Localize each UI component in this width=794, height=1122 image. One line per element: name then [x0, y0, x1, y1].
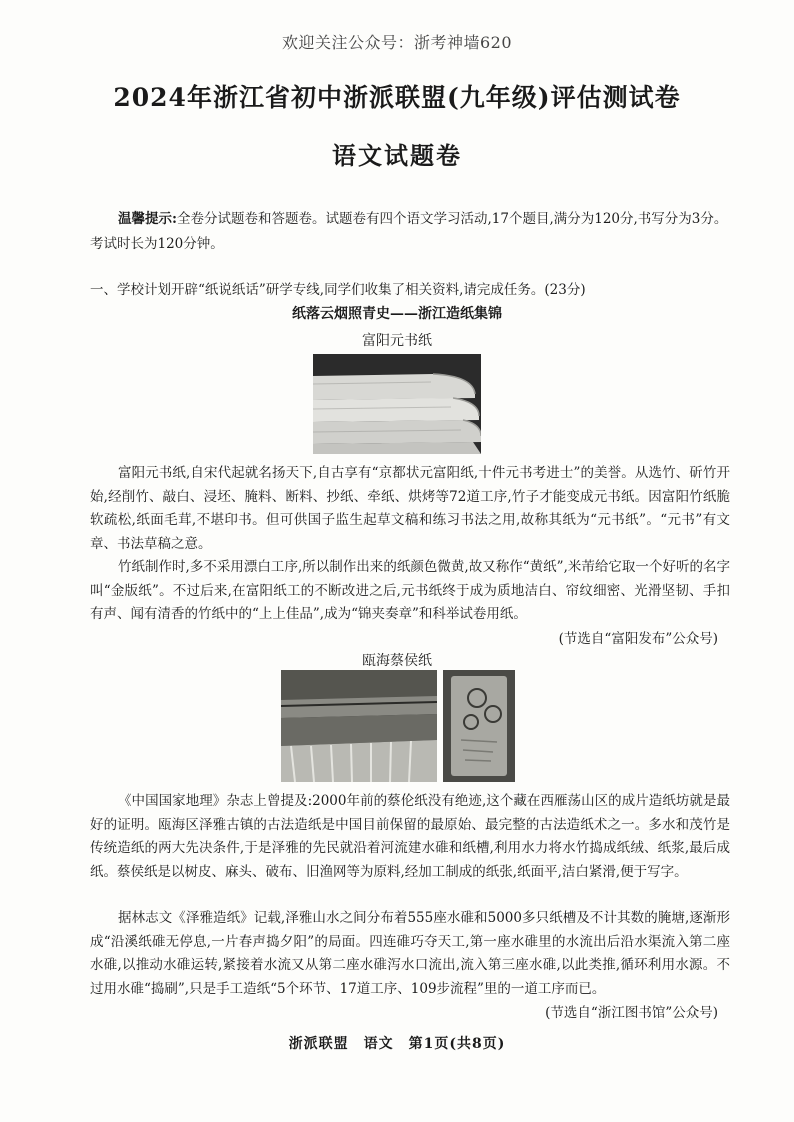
- watermark-text: 欢迎关注公众号：浙考神墙620: [281, 33, 513, 52]
- exam-subtitle: 语文试题卷: [332, 141, 462, 170]
- paper-stack-image: [313, 354, 481, 454]
- part1-heading: 富阳元书纸: [362, 333, 432, 349]
- water-mill-photo: [281, 670, 437, 782]
- paper-seal-photo: [443, 670, 515, 782]
- exam-title: 2024年浙江省初中浙派联盟(九年级)评估测试卷: [113, 83, 681, 112]
- tip-text: 全卷分试题卷和答题卷。试题卷有四个语文学习活动,17个题目,满分为120分,书写分为3分。考试时长为120分钟。: [90, 211, 728, 252]
- part1-source: (节选自“富阳发布”公众号): [558, 631, 718, 647]
- exam-tip: [90, 207, 730, 257]
- part1-paragraph-1: 富阳元书纸,自宋代起就名扬天下,自古享有“京都状元富阳纸,十件元书考进士”的美誉。从选竹、斫竹开始,经削竹、敲白、浸坯、腌料、断料、抄纸、牵纸、烘烤等72道工序,竹子才能变成元书纸。因富阳竹纸脆软疏松,纸面毛茸,不堪印书。但可供国子监生起草文稿和练习书法之用,故称其纸为“元书纸”。“元书”有文章、书法草稿之意。: [90, 465, 730, 552]
- water-mill-image: [281, 670, 437, 782]
- section-1-question: 一、学校计划开辟“纸说纸话”研学专线,同学们收集了相关资料,请完成任务。(23分): [90, 282, 586, 298]
- part2-paragraph-1: 《中国国家地理》杂志上曾提及:2000年前的蔡伦纸没有绝迹,这个藏在西雁荡山区的成片造纸坊就是最好的证明。瓯海区泽雅古镇的古法造纸是中国目前保留的最原始、最完整的古法造纸术之一。多水和茂竹是传统造纸的两大先决条件,于是泽雅的先民就沿着河流建水碓和纸槽,利用水力将水竹捣成纸绒、纸浆,最后成纸。蔡侯纸是以树皮、麻头、破布、旧渔网等为原料,经加工制成的纸张,纸面平,洁白紧滑,便于写字。: [90, 793, 730, 880]
- part2-heading: 瓯海蔡侯纸: [362, 653, 432, 669]
- material-series-title: 纸落云烟照青史——浙江造纸集锦: [292, 306, 502, 322]
- paper-seal-image: [443, 670, 515, 782]
- page-footer: 浙派联盟 语文 第1页(共8页): [288, 1036, 506, 1052]
- part1-paragraph-2: 竹纸制作时,多不采用漂白工序,所以制作出来的纸颜色微黄,故又称作“黄纸”,米芾给它取一个好听的名字叫“金版纸”。不过后来,在富阳纸工的不断改进之后,元书纸终于成为质地洁白、帘纹细密、光滑坚韧、手扣有声、闻有清香的竹纸中的“上上佳品”,成为“锦夹奏章”和科举试卷用纸。: [90, 559, 730, 622]
- paper-stack-photo: [313, 354, 481, 454]
- tip-label: 温馨提示:: [118, 211, 177, 227]
- part2-paragraph-2: 据林志文《泽雅造纸》记载,泽雅山水之间分布着555座水碓和5000多只纸槽及不计其数的腌塘,逐渐形成“沿溪纸碓无停息,一片春声捣夕阳”的局面。四连碓巧夺天工,第一座水碓里的水流出后沿水渠流入第二座水碓,以推动水碓运转,紧接着水流又从第二座水碓泻水口流出,流入第三座水碓,以此类推,循环利用水源。不过用水碓“捣刷”,只是手工造纸“5个环节、17道工序、109步流程”里的一道工序而已。: [90, 910, 730, 997]
- part2-source: (节选自“浙江图书馆”公众号): [545, 1005, 718, 1021]
